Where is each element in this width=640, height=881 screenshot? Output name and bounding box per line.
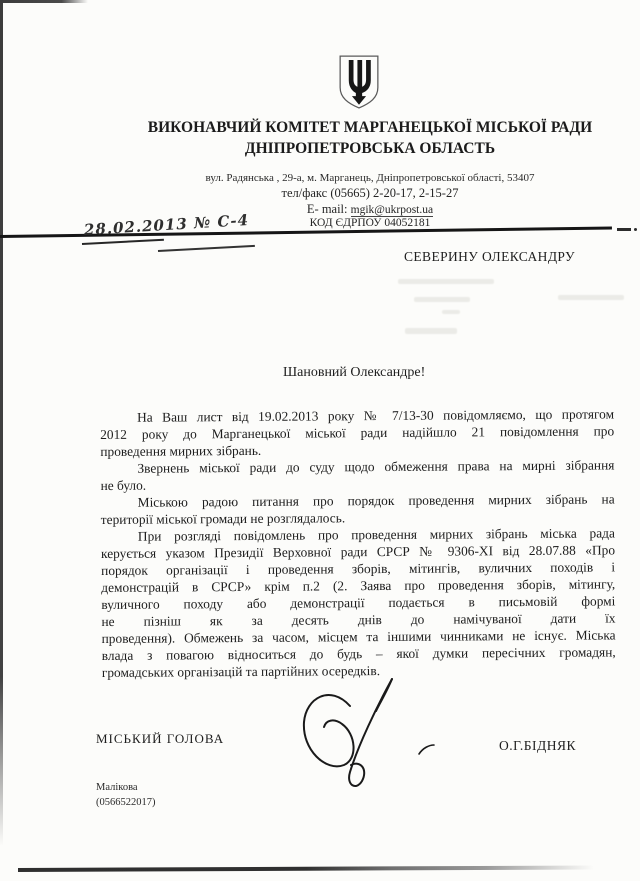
body-paragraph-1 [100,405,614,460]
body-paragraph-2 [100,456,614,494]
header-rule-dash [617,228,631,231]
executor-block [96,780,156,810]
body-line: Звернень міської ради до суду щодо обмеження права на мирні зібрання [137,457,615,476]
org-phone-fax: тел/факс (05665) 2-20-17, 2-15-27 [281,186,459,200]
body-line: проведення мирних зібрань. [100,442,262,459]
redaction-smudge [398,279,494,284]
body-line: 2012 року до Марганецької міської ради надійшло 21 повідомлення про [100,423,615,442]
addressee-name: СЕВЕРИНУ ОЛЕКСАНДРУ [404,249,575,264]
redaction-smudge [558,295,624,300]
org-title-line2: ДНІПРОПЕТРОВСЬКА ОБЛАСТЬ [244,140,496,157]
ukraine-trident-icon [337,53,381,111]
redaction-smudge [442,310,460,314]
org-address: вул. Радянська , 29-а, м. Марганець, Дніпропетровської області, 53407 [205,172,535,184]
signatory-name: О.Г.БІДНЯК [499,738,576,753]
body-line: території міської громади не розглядалось. [100,510,346,527]
salutation: Шановний Олександре! [283,365,426,380]
signature-position-label: МІСЬКИЙ ГОЛОВА [96,731,225,746]
redaction-smudge [405,328,457,334]
scan-edge-bottom [18,865,618,872]
letter-body [100,405,616,681]
body-line: При розгляді повідомлень про проведення мирних зібрань міська рада [137,525,615,544]
body-line: На Ваш лист від 19.02.2013 року № 7/13-30 повідомляємо, що протягом [137,406,615,425]
org-title-line1: ВИКОНАВЧИЙ КОМІТЕТ МАРГАНЕЦЬКОЇ МІСЬКОЇ РАДИ [147,119,593,136]
org-edrpou-code: КОД ЄДРПОУ 04052181 [309,217,431,229]
scan-edge-left [0,0,3,846]
body-paragraph-3 [101,490,615,528]
body-line: громадських організацій та партійних осередків. [101,663,381,680]
body-paragraph-4 [101,524,616,681]
ref-underline-1 [82,239,164,245]
body-line: проведення). Обмежень за часом, місцем та іншими чинниками не існує. Міська [101,627,616,646]
handwritten-signature [288,676,440,808]
body-line: демонстрацій в СРСР» крім п.2 (2. Заява про проведення зборів, мітингу, [101,576,616,595]
handwritten-date-number: 28.02.2013 № С-4 [83,210,250,239]
body-line: не було. [100,477,147,493]
header-rule-dot [634,228,637,231]
executor-phone: (0566522017) [96,797,156,808]
ref-underline-2 [158,245,255,252]
body-line: влада з повагою відноситься до будь – якої думки пересічних громадян, [101,644,616,663]
body-line: керується указом Президії Верховної ради СРСР № 9306-ХІ від 28.07.88 «Про [100,542,616,561]
scan-edge-top [0,0,88,3]
redaction-smudge [414,297,470,302]
email-label: E- mail: [306,202,348,216]
body-line: порядок організації і проведення зборів, мітингів, вуличних походів і [101,559,616,578]
body-line: вуличного походу або демонстрації подається в письмовій формі [101,593,616,612]
body-line: не пізніш як за десять днів до намічуваної дати їх [101,610,616,629]
executor-name: Малікова [96,782,138,793]
body-line: Міською радою питання про порядок проведення мирних зібрань на [137,491,615,510]
email-address: mgik@ukrpost.ua [350,204,434,216]
